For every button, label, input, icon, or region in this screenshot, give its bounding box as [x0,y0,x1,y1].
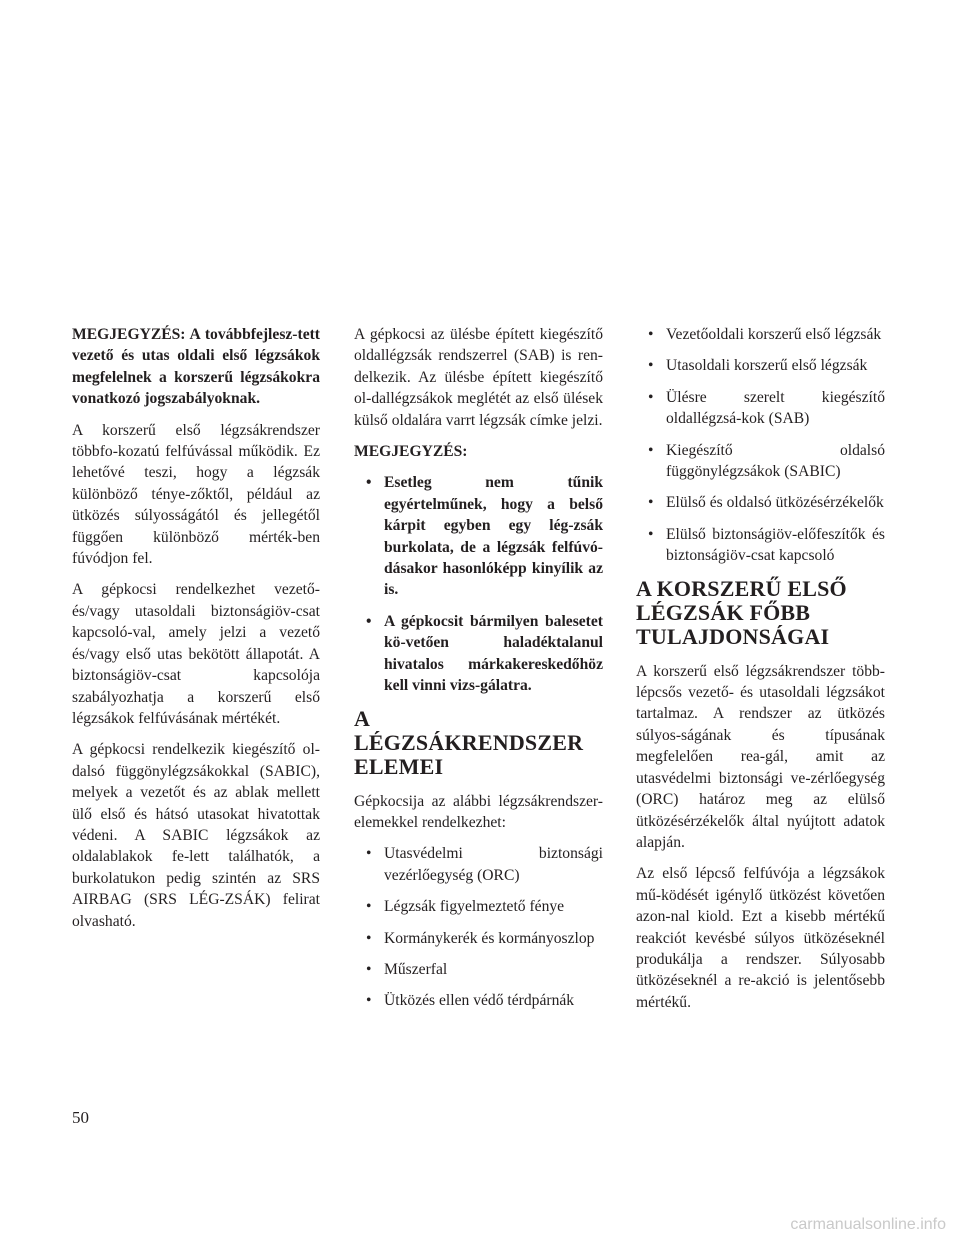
column-left [72,324,320,942]
section-heading: A LÉGZSÁKRENDSZER ELEMEI [354,705,584,779]
bullet: • [648,326,654,343]
note-paragraph: MEGJEGYZÉS: A továbbfejlesz-tett vezető és utas oldali első légzsákok megfelelnek a korszerű légzsákokra vonatkozó jogszabályoknak. [72,326,320,408]
bullet: • [366,929,372,947]
bullet: • [648,494,654,512]
list-item: • Elülső biztonságiöv-előfeszítők és biztonságiöv-csat kapcsoló [648,525,885,565]
list-item: • Elülső és oldalsó ütközésérzékelők [636,492,885,513]
list-item: • Utasoldali korszerű első légzsák [636,355,885,376]
component-list-continued [636,324,885,567]
bullet: • [366,960,372,978]
paragraph-sabic: A gépkocsi rendelkezik kiegészítő ol-dalsó függönylégzsákokkal (SABIC), melyek a vezetőt és az ablak mellett ülő első és hátsó utasokat hivatottak védeni. A SABIC légzsákok az oldalablakok fe-lett találhatók, a burkolatukon pedig szintén az SRS AIRBAG (SRS LÉG-ZSÁK) felirat olvasható. [72,741,320,930]
bullet: • [366,474,372,492]
list-item: • Ülésre szerelt kiegészítő oldallégzsá-kok (SAB) [648,388,885,428]
list-item: • Kormánykerék és kormányoszlop [354,928,603,949]
list-item: • Utasvédelmi biztonsági vezérlőegység (ORC) [366,845,603,884]
column-right [636,324,885,1023]
page-number: 50 [72,1108,89,1127]
paragraph-multistage-system: A korszerű első légzsákrendszer több-lépcsős vezető- és utasoldali légzsákot tartalmaz. A rendszer az ütközés súlyos-ságának és típusának megfelelően rea-gál, amit az utasvédelmi biztonsági ve-zérlőegység (ORC) határoz meg az elülső ütközésérzékelők által nyújtott adatok alapján. [636,662,885,851]
list-item: • Légzsák figyelmeztető fénye [354,896,603,917]
bullet: • [648,357,654,375]
paragraph-sab: A gépkocsi az ülésbe épített kiegészítő oldallégzsák rendszerrel (SAB) is ren-delkezik. Az ülésbe épített kiegészítő ol-dallégzsákok meglétét az első ülések külső oldalára varrt légzsák címke jelzi. [354,326,603,429]
paragraph-first-stage: Az első lépcső felfúvója a légzsákok mű-ködését igénylő ütközést követően azon-nal kiold. Ezt a kisebb mértékű reakciót kevésbé súlyos ütközéseknél produkálja a rendszer. Súlyosabb ütközéseknél a re-akció is jelentősebb mértékű. [636,865,885,1011]
bullet: • [648,388,654,406]
bullet: • [648,525,654,543]
list-item: • Kiegészítő oldalsó függönylégzsákok (SABIC) [648,441,885,481]
bullet: • [366,992,372,1010]
bullet: • [648,441,654,459]
paragraph-multistage: A korszerű első légzsákrendszer többfo-kozatú felfúvással működik. Ez lehetővé teszi, hogy a légzsák különböző ténye-zőktől, például az ütközés súlyosságától és jellegétől függően különböző mérték-ben fúvódjon fel. [72,421,320,568]
note-label: MEGJEGYZÉS: [354,443,468,461]
bullet: • [366,612,372,630]
component-list [354,843,603,1011]
list-item: • Műszerfal [354,959,603,980]
watermark: carmanualsonline.info [790,1216,946,1233]
paragraph-seatbelt-switch: A gépkocsi rendelkezhet vezető- és/vagy utasoldali biztonságiöv-csat kapcsoló-val, amely jelzi a vezető és/vagy első utas bekötött állapotát. A biztonságiöv-csat kapcsolója szabályozhatja a korszerű első légzsákok felfúvásának mértékét. [72,581,320,727]
list-item: • Esetleg nem tűnik egyértelműnek, hogy a belső kárpit egyben egy lég-zsák burkolata, de a légzsák felfúvó-dásakor hasonlóképp kinyílik az is. [366,474,603,599]
bullet: • [366,898,372,916]
list-item: • Vezetőoldali korszerű első légzsák [636,324,885,345]
note-list [354,472,603,696]
list-item: • Ütközés ellen védő térdpárnák [354,990,603,1011]
column-middle [354,324,603,1022]
section-heading: A KORSZERŰ ELSŐ LÉGZSÁK FŐBB TULAJDONSÁGAI [636,575,847,649]
bullet: • [366,845,372,863]
paragraph-intro: Gépkocsija az alábbi légzsákrendszer-elemekkel rendelkezhet: [354,792,603,831]
list-item: • A gépkocsit bármilyen balesetet kö-vetően haladéktalanul hivatalos márkakereskedőhöz kell vinni vizs-gálatra. [366,612,603,695]
